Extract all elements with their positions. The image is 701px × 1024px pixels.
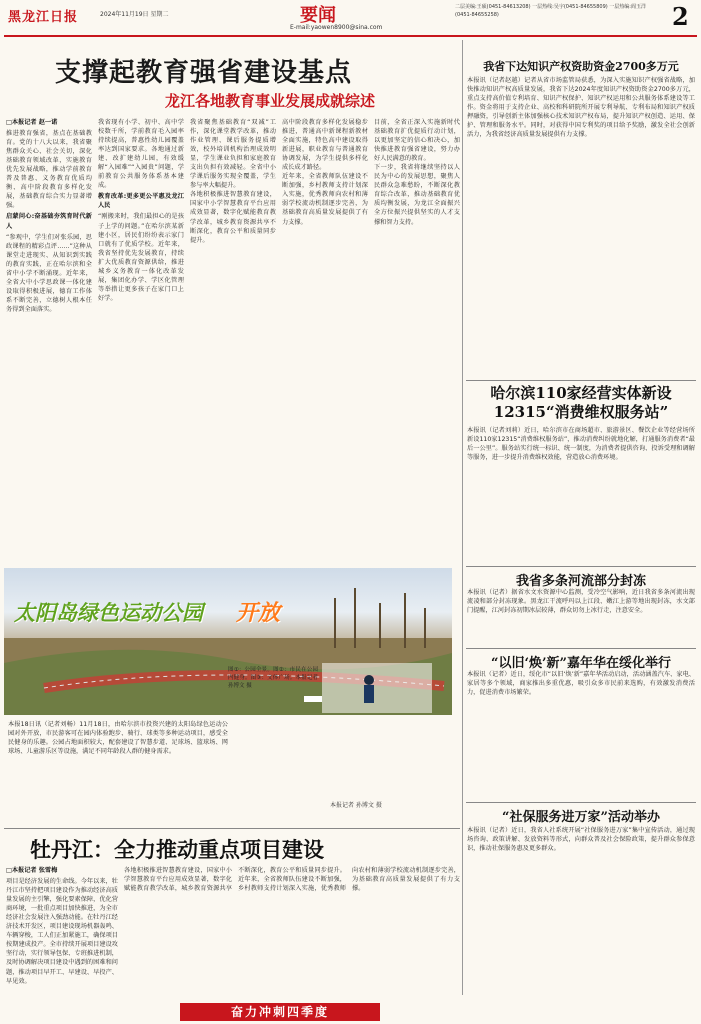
lead-column-3 (190, 118, 276, 558)
section-divider (4, 828, 460, 829)
story-trade-in-title: “以旧‘焕’新”嘉年华在绥化举行 (490, 656, 671, 671)
lead-column-1 (6, 118, 92, 558)
park-story-body: 本报18日讯（记者刘畅）11月18日，由哈尔滨市投资兴建的太阳岛绿色运动公园对外开放，市民游客可在园内体验跑步、骑行、球类等多种运动项目，感受全民健身的乐趣。公园占地面积较大，配套建设了智慧步道、足球场、篮球场、网球场、儿童游乐区等设施，满足不同年龄段人群的健身需求。 (8, 721, 228, 756)
mudanjiang-column-rest (124, 866, 460, 1000)
hotlines: 二层美编:王硕(0451-84613208) 一层热线:吴宇(0451-84655809) 一层热编:阎玉洋(0451-84655258) (455, 4, 646, 18)
lead-paragraph: 目前，全省正深入实施新时代基础教育扩优提质行动计划，以更加坚定的信心和决心，加快推进教育强省建设，努力办好人民满意的教育。 (374, 119, 460, 163)
lead-headline: 支撑起教育强省建设基点 (55, 58, 353, 88)
lead-body (6, 118, 460, 558)
story-river-freeze-body: 本报讯（记者）据省水文水资源中心监测，受冷空气影响，近日我省多条河流出现流凌和部分封冻现象。黑龙江干流呼玛以上江段、嫩江上游等地出现封冻，水文部门提醒，江河封冻初期冰层较薄，群众切勿上冰行走，注意安全。 (467, 589, 695, 615)
mudanjiang-paragraph: 项目是经济发展的生命线。今年以来，牡丹江市坚持把项目建设作为推动经济高质量发展的主引擎，强化要素保障，优化营商环境，一批重点项目加快推进，为全市经济社会发展注入强劲动能。在牡丹江经济技术开发区，项目建设现场机器轰鸣、车辆穿梭，工人们正加紧施工，确保项目按期建成投产。全市持续开展项目建设攻坚行动，实行领导包保、专班推进机制，及时协调解决项目建设中遇到的困难和问题，推动项目早开工、早建设、早投产、早见效。 (6, 878, 118, 985)
mudanjiang-paragraph: 近年来，全省教师队伍建设不断加强，乡村教师支持计划深入实施，优秀教师向农村和薄弱学校流动机制逐步完善，为基础教育高质量发展提供了有力支撑。 (238, 867, 460, 893)
mudanjiang-column (6, 866, 118, 1000)
story-knowledge-property-body: 本报讯（记者赵越）记者从省市场监管局获悉，为深入实施知识产权强省战略，加快推动知识产权高质量发展，我省下达2024年度知识产权资助资金2700多万元，重点支持高价值专利培育、知识产权保护、知识产权运用和公共服务体系建设等工作。资金将用于支持企业、高校和科研院所开展专利导航、专利布局和知识产权质押融资，引导创新主体加强核心技术知识产权布局，提升知识产权创造、运用、保护、管理和服务水平。同时，对获得中国专利奖的项目给予奖励，激发全社会创新活力，为我省经济高质量发展提供有力支撑。 (467, 77, 695, 139)
column-divider (462, 40, 463, 995)
lead-paragraph: 下一步，我省将继续坚持以人民为中心的发展思想，聚焦人民群众急难愁盼，不断深化教育综合改革，推动基础教育优质均衡发展，为龙江全面振兴全方位振兴提供坚实的人才支撑和智力支持。 (374, 164, 460, 226)
lead-paragraph: 近年来，全省教师队伍建设不断加强，乡村教师支持计划深入实施，优秀教师向农村和薄弱学校流动机制逐步完善，为基础教育高质量发展提供了有力支撑。 (282, 173, 368, 226)
lead-column-2 (98, 118, 184, 558)
story-consumer-rights-body: 本报讯（记者刘莉）近日，哈尔滨市在商场超市、旅游景区、餐饮企业等经营场所新设110家12315“消费维权服务站”，推动消费纠纷就地化解，打通服务消费者“最后一公里”。服务站实行统一标识、统一制度，为消费者提供咨询、投诉受理和调解等服务，进一步提升消费维权效能，营造放心消费环境。 (467, 427, 695, 462)
story-social-security-body: 本报讯（记者）近日，我省人社系统开展“社保服务进万家”集中宣传活动，通过现场咨询、政策讲解、发放资料等形式，向群众普及社会保险政策，提升群众参保意识，推动社保服务惠及更多群众。 (467, 827, 695, 853)
mudanjiang-paragraph: 各地积极推进智慧教育建设，国家中小学智慧教育平台应用成效显著，数字化赋能教育教学改革，城乡教育资源共享不断深化，教育公平和质量同步提升。 (124, 867, 346, 893)
lead-paragraph: “参观中，学生们对张乐园，思政课程的精彩点评……”这种从课堂走进现实、从知识到实践的教育实践，正在哈尔滨和全省中小学不断涌现。近年来，全省大中小学思政课一体化建设取得积极进展，德育工作体系不断完善，立德树人根本任务得到全面落实。 (6, 233, 92, 313)
story-divider (466, 380, 696, 381)
lead-paragraph: 我省现有小学、初中、高中学校数千所，学前教育毛入园率持续提高，普惠性幼儿园覆盖率达到国家要求。各地通过新建、改扩建幼儿园，有效缓解“入园难”“入园贵”问题，学前教育公共服务体系基本建成。 (98, 119, 184, 190)
mudanjiang-byline: □本报记者 张雪梅 (6, 867, 58, 874)
campaign-banner: 奋力冲刺四季度 (180, 1003, 380, 1021)
story-knowledge-property-title: 我省下达知识产权资助资金2700多万元 (483, 60, 679, 73)
section-title: 要闻 (300, 5, 336, 26)
lead-subhead: 启蒙问心:奋基础夯筑育时代新人 (6, 213, 92, 230)
photo-caption: 图①：公园全景。图②：市民在公园内健身。图③：文体广场。本报记者 孙博文 摄 (228, 667, 318, 689)
lead-paragraph: 我省聚焦基础教育“双减”工作，深化课堂教学改革，推动作业管理、课后服务提质增效，校外培训机构治理成效明显，学生课业负担和家庭教育支出负担有效减轻。全省中小学课后服务实现全覆盖，学生参与率大幅提升。 (190, 119, 276, 190)
lead-column-5 (374, 118, 460, 558)
section-email: E-mail:yaowen8900@sina.com (290, 24, 383, 31)
story-social-security-title: “社保服务进万家”活动举办 (502, 810, 660, 825)
lead-paragraph: 推进教育强省，基点在基础教育。党的十八大以来，我省聚焦群众关心、社会关切，深化基础教育领域改革，实施教育优先发展战略，推动学前教育普及普惠、义务教育优质均衡、高中阶段教育多样化发展，基础教育综合实力显著增强。 (6, 130, 92, 210)
mudanjiang-headline: 牡丹江：全力推动重点项目建设 (30, 837, 324, 862)
issue-date: 2024年11月19日 星期二 (100, 11, 169, 18)
story-river-freeze-title: 我省多条河流部分封冻 (515, 574, 646, 589)
page-number: 2 (672, 2, 689, 31)
photo-title: 太阳岛绿色运动公园 (14, 600, 203, 625)
header-rule (4, 35, 697, 37)
masthead: 黑龙江日报 (8, 10, 79, 25)
photo-title-accent: 开放 (236, 600, 281, 626)
story-divider (466, 648, 696, 649)
lead-subhead: 教育改革:更多更公平惠及龙江人民 (98, 193, 184, 210)
story-divider (466, 802, 696, 803)
photo-credit: 本报记者 孙博文 摄 (330, 802, 382, 809)
story-consumer-rights-title: 哈尔滨110家经营实体新设12315“消费维权服务站” (490, 384, 672, 421)
lead-byline: □本报记者 赵一诺 (6, 119, 58, 126)
mudanjiang-body (6, 866, 460, 1000)
lead-paragraph: “刚搬来时，我们最担心的是孩子上学的问题。”在哈尔滨某新建小区，居民们纷纷表示家门口就有了优质学校。近年来，我省坚持优先发展教育，持续扩大优质教育资源供给，推进城乡义务教育一体化改革发展，集团化办学、学区化管理等举措让更多孩子在家门口上好学。 (98, 213, 184, 302)
story-trade-in-body: 本报讯（记者）近日，绥化市“以旧‘焕’新”嘉年华活动启动，活动涵盖汽车、家电、家居等多个领域，商家推出多重优惠，吸引众多市民前来选购，有效激发消费活力，促进消费市场繁荣。 (467, 671, 695, 697)
lead-subheadline: 龙江各地教育事业发展成就综述 (165, 92, 376, 110)
lead-paragraph: 高中阶段教育多样化发展稳步推进，普通高中新课程新教材全面实施，特色高中建设取得新进展，职业教育与普通教育协调发展，为学生提供多样化成长成才路径。 (282, 119, 368, 172)
lead-paragraph: 各地积极推进智慧教育建设，国家中小学智慧教育平台应用成效显著，数字化赋能教育教学改革，城乡教育资源共享不断深化，教育公平和质量同步提升。 (190, 191, 276, 244)
story-divider (466, 566, 696, 567)
lead-column-4 (282, 118, 368, 558)
